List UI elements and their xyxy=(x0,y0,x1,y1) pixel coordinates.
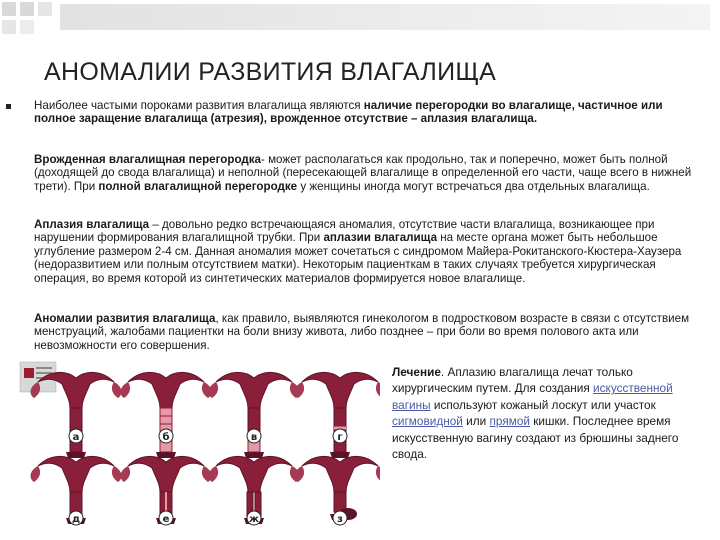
aplasia-text-1: – довольно редко встречающаяся аномалия, отсутствие части влагалища, возникающее при нарушении формирования влагалищной трубки. При xyxy=(34,218,655,245)
aplasia-term: Аплазия влагалища xyxy=(34,218,150,231)
intro-bold: наличие перегородки во влагалище, частичное или полное заращение влагалища (атрезия), врожденное отсутствие – аплазия влагалища. xyxy=(34,99,663,126)
label-z-text: з xyxy=(337,514,343,525)
link-sigmoid[interactable]: сигмовидной xyxy=(392,414,463,429)
label-g xyxy=(333,429,347,443)
label-b-text: б xyxy=(162,432,170,443)
treatment-text-4: кишки. Последнее время искусственную вагину создают из брюшины заднего свода. xyxy=(392,414,679,462)
label-e-text: е xyxy=(162,514,170,525)
anatomy-figure-svg xyxy=(18,360,380,532)
anomalies-paragraph xyxy=(34,312,698,352)
label-d xyxy=(69,511,83,525)
label-z xyxy=(333,511,347,525)
label-e xyxy=(159,511,173,525)
bullet-marker xyxy=(6,104,11,109)
label-b xyxy=(159,429,173,443)
label-a xyxy=(69,429,83,443)
treatment-text-3: или xyxy=(462,414,490,429)
label-zh xyxy=(247,511,261,525)
label-zh-text: ж xyxy=(249,514,259,525)
septum-term: Врожденная влагалищная перегородка xyxy=(34,153,261,166)
link-artificial-vagina[interactable]: искусственной вагины xyxy=(392,381,673,412)
aplasia-term-2: аплазии влагалища xyxy=(323,231,438,245)
corner-decoration xyxy=(0,0,720,40)
anomalies-text: , как правило, выявляются гинекологом в подростковом возрасте в связи с отсутствием менструаций, жалобами пациентки на боли внизу живота, либо позднее – при боли во время полового акта или невозможности его совершения. xyxy=(34,312,690,352)
link-rectum[interactable]: прямой xyxy=(489,414,530,429)
anatomy-figure xyxy=(18,360,380,532)
aplasia-text-2: на месте органа может быть небольшое углубление размером 2-4 см. Данная аномалия может сочетаться с синдромом Майера-Рокитанского-Кюстера-Хаузера (недоразвитием или полным отсутствием матки). Некоторым пациенткам в таких случаях требуется хирургическая операция, во время которой из синтетических материалов формируется новое влагалище. xyxy=(34,231,682,285)
label-v xyxy=(247,429,261,443)
label-g-text: г xyxy=(337,432,343,443)
septum-paragraph xyxy=(34,153,698,193)
septum-text-2: у женщины иногда могут встречаться два отдельных влагалища. xyxy=(297,179,650,193)
anomalies-term: Аномалии развития влагалища xyxy=(34,312,216,325)
label-a-text: а xyxy=(72,432,80,443)
treatment-term: Лечение xyxy=(392,365,441,379)
septum-text-1: - может располагаться как продольно, так и поперечно, может быть полной (доходящей до свода влагалища) и неполной (пересекающей влагалище в определенной его части, чаще всего в нижней трети). При xyxy=(34,153,692,193)
intro-text: Наиболее частыми пороками развития влагалища являются xyxy=(34,99,364,112)
intro-paragraph xyxy=(34,99,698,126)
treatment-text-1: . Аплазию влагалища лечат только хирургическим путем. Для создания xyxy=(392,365,633,396)
treatment-paragraph xyxy=(392,364,696,462)
label-v-text: в xyxy=(250,432,258,443)
label-d-text: д xyxy=(71,514,81,525)
septum-term-2: полной влагалищной перегородке xyxy=(98,179,298,193)
aplasia-paragraph xyxy=(34,218,698,285)
treatment-text-2: используют кожаный лоскут или участок xyxy=(430,397,656,412)
page-title: АНОМАЛИИ РАЗВИТИЯ ВЛАГАЛИЩА xyxy=(44,58,497,86)
